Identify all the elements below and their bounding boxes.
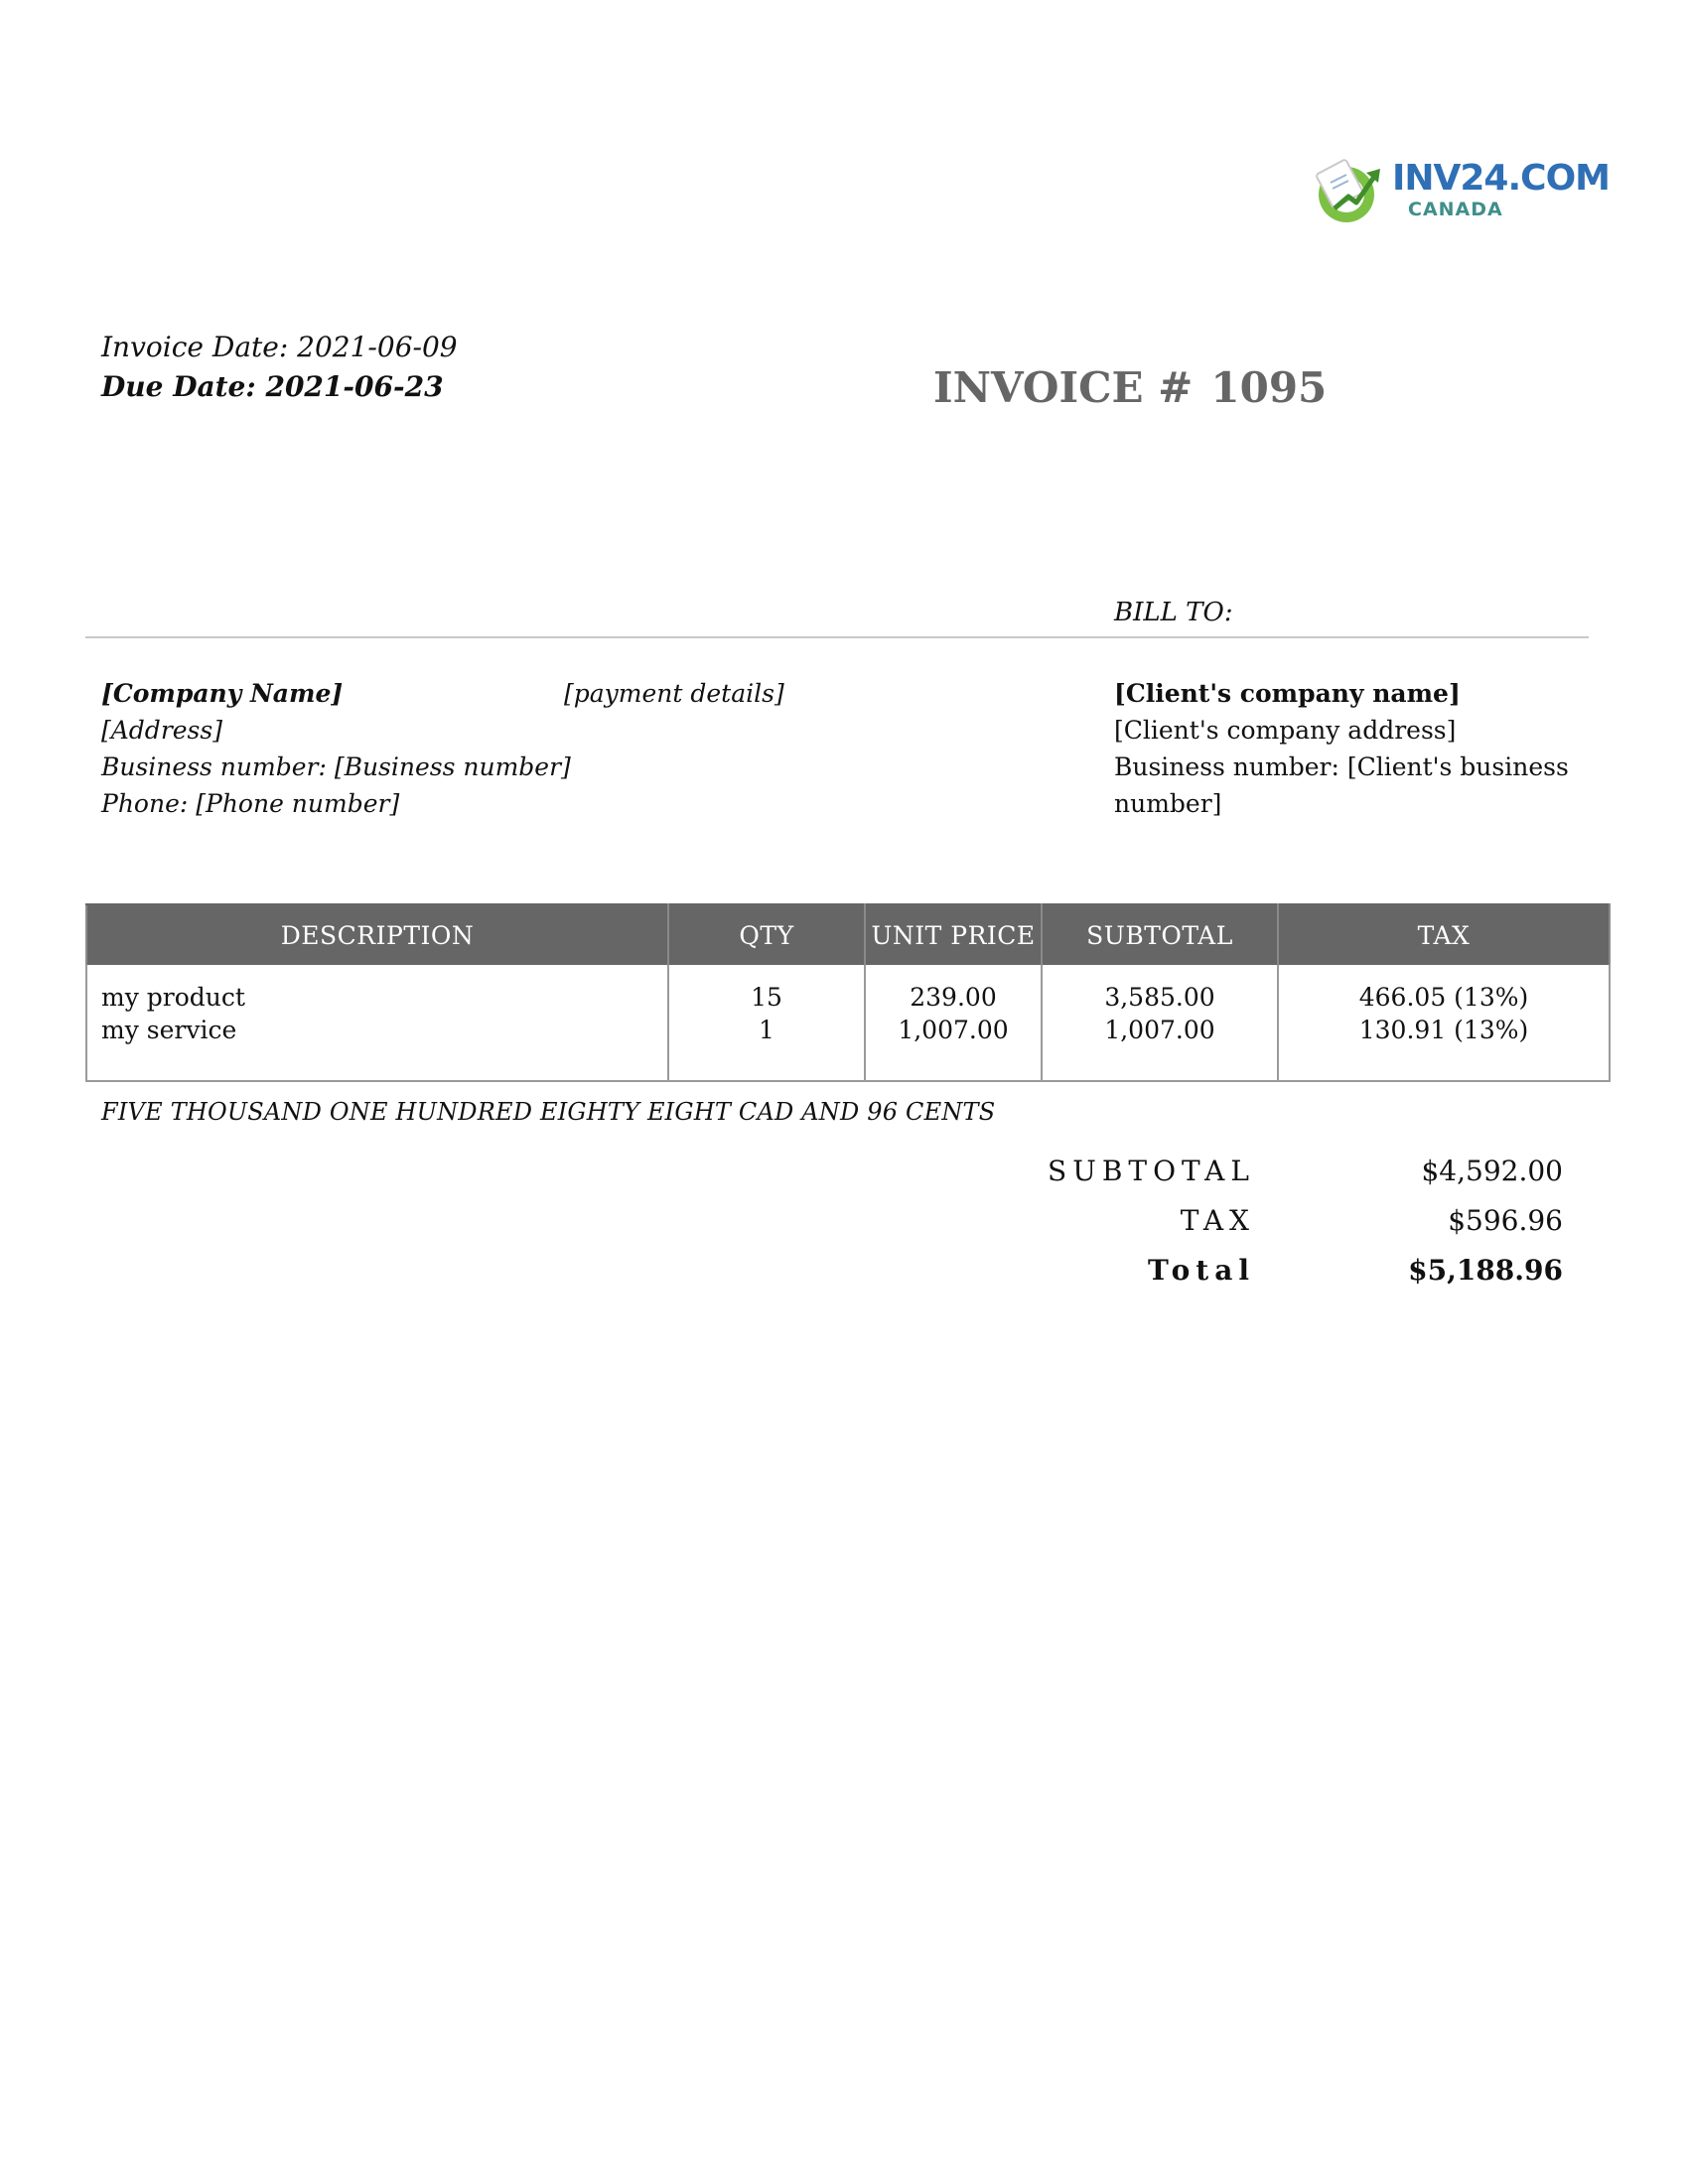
company-logo [1313, 149, 1611, 228]
client-address: [Client's company address] [1114, 716, 1457, 745]
seller-business-number: Business number: [Business number] [101, 752, 571, 781]
subtotal-label: SUBTOTAL [1048, 1155, 1255, 1187]
amount-in-words: FIVE THOUSAND ONE HUNDRED EIGHTY EIGHT CAD AND 96 CENTS [101, 1098, 996, 1126]
column-header-unit-price: UNIT PRICE [865, 904, 1042, 965]
tax-label: TAX [1180, 1204, 1255, 1237]
total-label: Total [1147, 1254, 1255, 1287]
item-subtotal: 1,007.00 [1104, 1016, 1215, 1044]
item-description: my service [101, 1016, 237, 1044]
tax-value: $596.96 [1448, 1204, 1563, 1237]
total-value: $5,188.96 [1408, 1254, 1563, 1287]
qty-cell [668, 965, 865, 1081]
client-business-number: Business number: [Client's business [1114, 752, 1569, 781]
due-date: Due Date: 2021-06-23 [101, 370, 444, 403]
seller-company-name: [Company Name] [101, 679, 344, 708]
item-description: my product [101, 983, 245, 1012]
bill-to-label: BILL TO: [1114, 598, 1233, 627]
invoice-title [933, 363, 1328, 412]
unit-price-cell [865, 965, 1042, 1081]
item-qty: 15 [751, 983, 782, 1012]
logo-country: CANADA [1408, 199, 1503, 220]
client-business-number-cont: number] [1114, 789, 1222, 818]
payment-details: [payment details] [564, 679, 784, 708]
column-header-qty: QTY [668, 904, 865, 965]
seller-phone: Phone: [Phone number] [101, 789, 400, 818]
item-tax: 466.05 (13%) [1358, 983, 1529, 1012]
invoice-number: 1095 [1210, 363, 1328, 412]
invoice-date: Invoice Date: 2021-06-09 [101, 331, 458, 363]
invoice-label: INVOICE # [933, 363, 1194, 412]
client-company-name: [Client's company name] [1114, 679, 1461, 708]
seller-address: [Address] [101, 716, 222, 745]
subtotal-value: $4,592.00 [1421, 1155, 1563, 1187]
column-header-subtotal: SUBTOTAL [1042, 904, 1278, 965]
items-table [85, 903, 1611, 1082]
item-unit-price: 239.00 [910, 983, 997, 1012]
item-qty: 1 [759, 1016, 774, 1044]
divider [85, 636, 1589, 638]
logo-text: INV24.COM [1392, 158, 1611, 199]
subtotal-cell [1042, 965, 1278, 1081]
table-row [86, 965, 1610, 1081]
client-block [1114, 675, 1569, 822]
table-header-row [86, 904, 1610, 965]
tax-cell [1278, 965, 1610, 1081]
description-cell [86, 965, 668, 1081]
item-subtotal: 3,585.00 [1104, 983, 1215, 1012]
column-header-tax: TAX [1278, 904, 1610, 965]
column-header-description: DESCRIPTION [86, 904, 668, 965]
seller-block [101, 675, 571, 822]
logo-icon [1313, 153, 1386, 226]
item-tax: 130.91 (13%) [1358, 1016, 1529, 1044]
item-unit-price: 1,007.00 [898, 1016, 1009, 1044]
